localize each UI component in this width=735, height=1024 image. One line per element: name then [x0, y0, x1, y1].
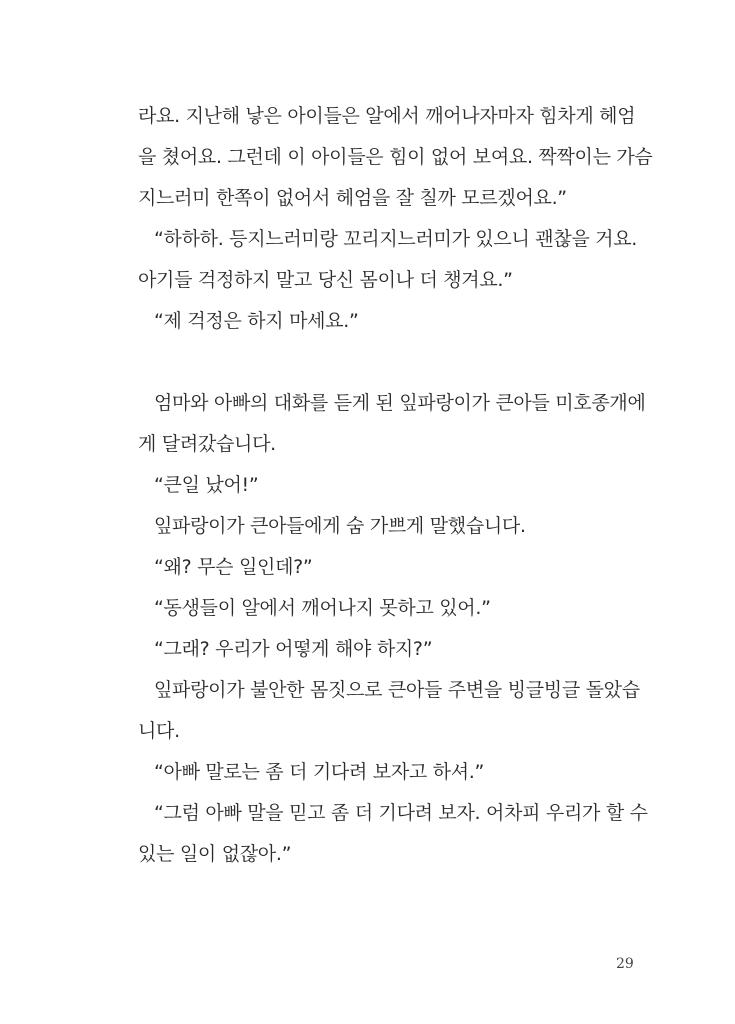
text-line: “제 걱정은 하지 마세요.” [154, 310, 359, 332]
text-line: 니다. [138, 720, 180, 742]
text-line: 아기들 걱정하지 말고 당신 몸이나 더 챙겨요.” [138, 269, 513, 291]
text-line: 라요. 지난해 낳은 아이들은 알에서 깨어나자마자 힘차게 헤엄 [138, 105, 636, 127]
text-line: 지느러미 한쪽이 없어서 헤엄을 잘 칠까 모르겠어요.” [138, 187, 567, 209]
text-line: 엄마와 아빠의 대화를 듣게 된 잎파랑이가 큰아들 미호종개에 [154, 392, 646, 414]
text-line: “하하하. 등지느러미랑 꼬리지느러미가 있으니 괜찮을 거요. [154, 228, 638, 250]
text-line: 게 달려갔습니다. [138, 433, 276, 455]
text-line: 있는 일이 없잖아.” [138, 843, 292, 865]
page-number: 29 [616, 956, 634, 972]
text-line: 을 쳤어요. 그런데 이 아이들은 힘이 없어 보여요. 짝짝이는 가슴 [138, 146, 653, 168]
text-line: “동생들이 알에서 깨어나지 못하고 있어.” [154, 597, 491, 619]
text-line: 잎파랑이가 불안한 몸짓으로 큰아들 주변을 빙글빙글 돌았습 [154, 679, 640, 701]
text-line: “왜? 무슨 일인데?” [154, 556, 313, 578]
text-line: “그럼 아빠 말을 믿고 좀 더 기다려 보자. 어차피 우리가 할 수 [154, 802, 648, 824]
text-line: 잎파랑이가 큰아들에게 숨 가쁘게 말했습니다. [154, 515, 526, 537]
text-line: “아빠 말로는 좀 더 기다려 보자고 하셔.” [154, 761, 485, 783]
text-line: “큰일 났어!” [154, 474, 259, 496]
text-line: “그래? 우리가 어떻게 해야 하지?” [154, 638, 433, 660]
